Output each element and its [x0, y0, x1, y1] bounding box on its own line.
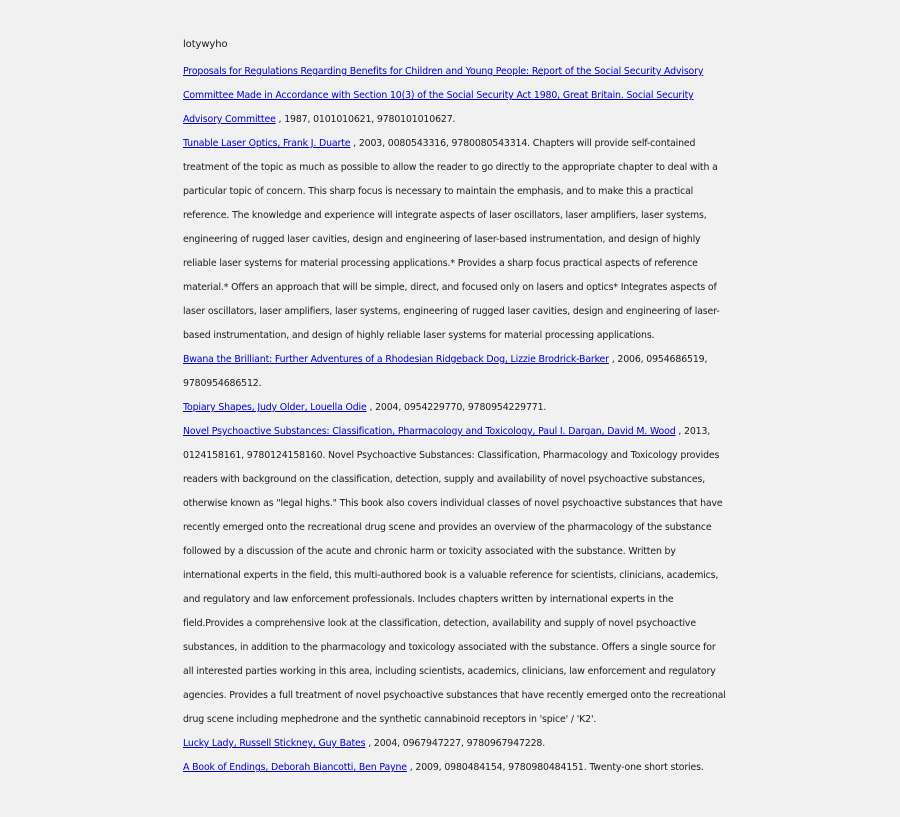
book-details-3: , 2006, 0954686519, 9780954686512. — [183, 354, 708, 389]
book-details-1: , 1987, 0101010621, 9780101010627. — [275, 114, 456, 125]
book-details-5: , 2013, 0124158161, 9780124158160. Novel Psychoactive Substances: Classification, Pharmacology and Toxicology provides readers with background on the classification, detection, supply and availability of novel psychoactive substances, otherwise known as "legal highs." This book also covers individual classes of novel psychoactive substances that have recently emerged onto the recreational drug scene and provides an overview of the pharmacology of the substance followed by a discussion of the acute and chronic harm or toxicity associated with the substance. Written by international experts in the field, this multi-authored book is a valuable reference for scientists, clinicians, academics, and regulatory and law enforcement professionals. Includes chapters written by international experts in the field.Provides a comprehensive look at the classification, detection, availability and supply of novel psychoactive substances, in addition to the pharmacology and toxicology associated with the substance. Offers a single source for all interested parties working in this area, including scientists, academics, clinicians, law enforcement and regulatory agencies. Provides a full treatment of novel psychoactive substances that have recently emerged onto the recreational drug scene including mephedrone and the synthetic cannabinoid receptors in 'spice' / 'K2'. — [183, 426, 726, 725]
book-link-1[interactable]: Proposals for Regulations Regarding Benefits for Children and Young People: Report of the Social Security Advisory Committee Made in Accordance with Section 10(3) of the Social Security Act 1980, Great Britain. Social Security Advisory Committee — [183, 66, 704, 125]
book-entry-6 — [183, 732, 728, 756]
book-entry-7 — [183, 756, 728, 780]
book-entry-4 — [183, 396, 728, 420]
book-entry-2 — [183, 132, 728, 348]
book-entry-3 — [183, 348, 728, 396]
book-entry-5 — [183, 420, 728, 732]
book-details-7: , 2009, 0980484154, 9780980484151. Twenty-one short stories. — [406, 762, 704, 773]
book-link-2[interactable]: Tunable Laser Optics, Frank J. Duarte — [183, 138, 351, 149]
book-details-6: , 2004, 0967947227, 9780967947228. — [365, 738, 546, 749]
book-details-4: , 2004, 0954229770, 9780954229771. — [366, 402, 547, 413]
book-link-6[interactable]: Lucky Lady, Russell Stickney, Guy Bates — [183, 738, 366, 749]
book-link-7[interactable]: A Book of Endings, Deborah Biancotti, Ben Payne — [183, 762, 407, 773]
book-link-5[interactable]: Novel Psychoactive Substances: Classification, Pharmacology and Toxicology, Paul I. Dargan, David M. Wood — [183, 426, 676, 437]
site-name: lotywyho — [183, 39, 228, 50]
book-link-3[interactable]: Bwana the Brilliant: Further Adventures of a Rhodesian Ridgeback Dog, Lizzie Brodrick-Barker — [183, 354, 609, 365]
content-column — [183, 36, 728, 780]
book-entry-1 — [183, 60, 728, 132]
book-link-4[interactable]: Topiary Shapes, Judy Older, Louella Odie — [183, 402, 367, 413]
book-details-2: , 2003, 0080543316, 9780080543314. Chapters will provide self-contained treatment of the topic as much as possible to allow the reader to go directly to the appropriate chapter to deal with a particular topic of concern. This sharp focus is necessary to maintain the emphasis, and to make this a practical reference. The knowledge and experience will integrate aspects of laser oscillators, laser amplifiers, laser systems, engineering of rugged laser cavities, design and engineering of laser-based instrumentation, and design of highly reliable laser systems for material processing applications.* Provides a sharp focus practical aspects of reference material.* Offers an approach that will be simple, direct, and focused only on lasers and optics* Integrates aspects of laser oscillators, laser amplifiers, laser systems, engineering of rugged laser cavities, design and engineering of laser-based instrumentation, and design of highly reliable laser systems for material processing applications. — [183, 138, 720, 341]
